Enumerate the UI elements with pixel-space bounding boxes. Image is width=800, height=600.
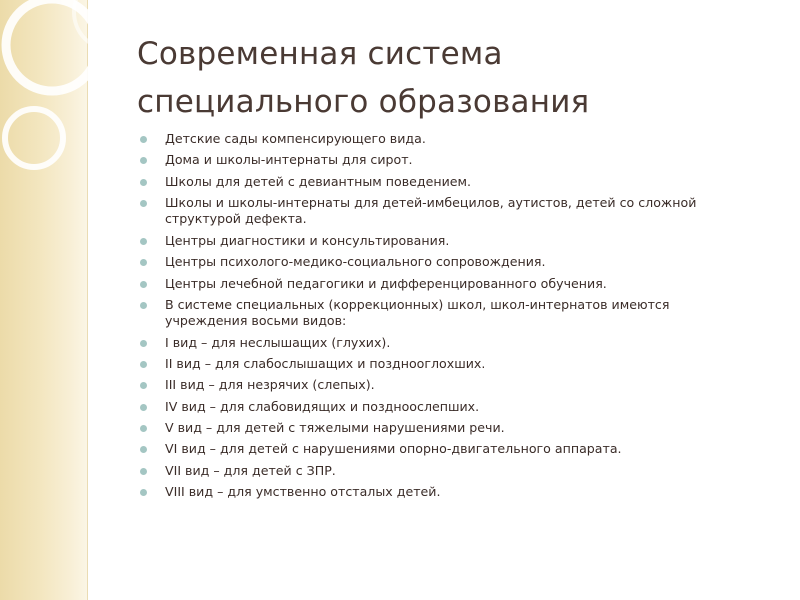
bullet-dot-icon bbox=[140, 489, 147, 496]
bullet-text: VII вид – для детей с ЗПР. bbox=[165, 462, 336, 478]
bullet-text: I вид – для неслышащих (глухих). bbox=[165, 334, 391, 350]
bullet-text: Детские сады компенсирующего вида. bbox=[165, 131, 426, 146]
bullet-dot-icon bbox=[140, 259, 147, 266]
bullet-item bbox=[140, 254, 740, 270]
bullet-dot-icon bbox=[140, 468, 147, 475]
bullet-item bbox=[140, 463, 740, 479]
bullet-text: Школы для детей с девиантным поведением. bbox=[165, 173, 472, 189]
bullet-dot-icon bbox=[140, 157, 147, 164]
bullet-item bbox=[140, 131, 740, 147]
slide-title bbox=[137, 30, 757, 126]
bullet-item bbox=[140, 152, 740, 168]
bullet-dot-icon bbox=[140, 340, 147, 347]
bullet-list bbox=[140, 131, 740, 506]
bullet-dot-icon bbox=[140, 302, 147, 309]
bullet-item bbox=[140, 335, 740, 351]
bullet-item bbox=[140, 377, 740, 393]
bullet-text: Центры психолого-медико-социального сопровождения. bbox=[165, 254, 546, 270]
bullet-item bbox=[140, 195, 740, 227]
bullet-dot-icon bbox=[140, 281, 147, 288]
bullet-item bbox=[140, 356, 740, 372]
bullet-dot-icon bbox=[140, 382, 147, 389]
decorative-ring-small bbox=[5, 109, 63, 167]
bullet-text: II вид – для слабослышащих и позднооглохших. bbox=[165, 355, 486, 371]
slide-title-line-2: специального образования bbox=[137, 84, 590, 120]
bullet-text: III вид – для незрячих (слепых). bbox=[165, 377, 375, 393]
bullet-dot-icon bbox=[140, 179, 147, 186]
bullet-dot-icon bbox=[140, 136, 147, 143]
decorative-ring-large bbox=[6, 0, 98, 91]
slide-title-line-1: Современная система bbox=[137, 36, 503, 72]
bullet-text: Школы и школы-интернаты для детей-имбецилов, аутистов, детей со сложной структурой дефекта. bbox=[165, 195, 697, 227]
bullet-dot-icon bbox=[140, 446, 147, 453]
bullet-text: IV вид – для слабовидящих и поздноослепших. bbox=[165, 398, 480, 414]
bullet-item bbox=[140, 441, 740, 457]
bullet-item bbox=[140, 233, 740, 249]
bullet-item bbox=[140, 174, 740, 190]
bullet-text: V вид – для детей с тяжелыми нарушениями речи. bbox=[165, 420, 505, 436]
bullet-dot-icon bbox=[140, 425, 147, 432]
bullet-dot-icon bbox=[140, 238, 147, 245]
bullet-item bbox=[140, 484, 740, 500]
bullet-text: Дома и школы-интернаты для сирот. bbox=[165, 152, 413, 168]
bullet-item bbox=[140, 399, 740, 415]
bullet-text: VIII вид – для умственно отсталых детей. bbox=[165, 484, 441, 500]
bullet-item bbox=[140, 297, 740, 329]
bullet-text: Центры лечебной педагогики и дифференцированного обучения. bbox=[165, 275, 607, 291]
bullet-text: Центры диагностики и консультирования. bbox=[165, 232, 450, 248]
bullet-dot-icon bbox=[140, 200, 147, 207]
bullet-item bbox=[140, 276, 740, 292]
bullet-dot-icon bbox=[140, 404, 147, 411]
bullet-text: В системе специальных (коррекционных) школ, школ-интернатов имеются учреждения восьми видов: bbox=[165, 296, 670, 329]
bullet-text: VI вид – для детей с нарушениями опорно-двигательного аппарата. bbox=[165, 441, 622, 457]
bullet-dot-icon bbox=[140, 361, 147, 368]
bullet-item bbox=[140, 420, 740, 436]
